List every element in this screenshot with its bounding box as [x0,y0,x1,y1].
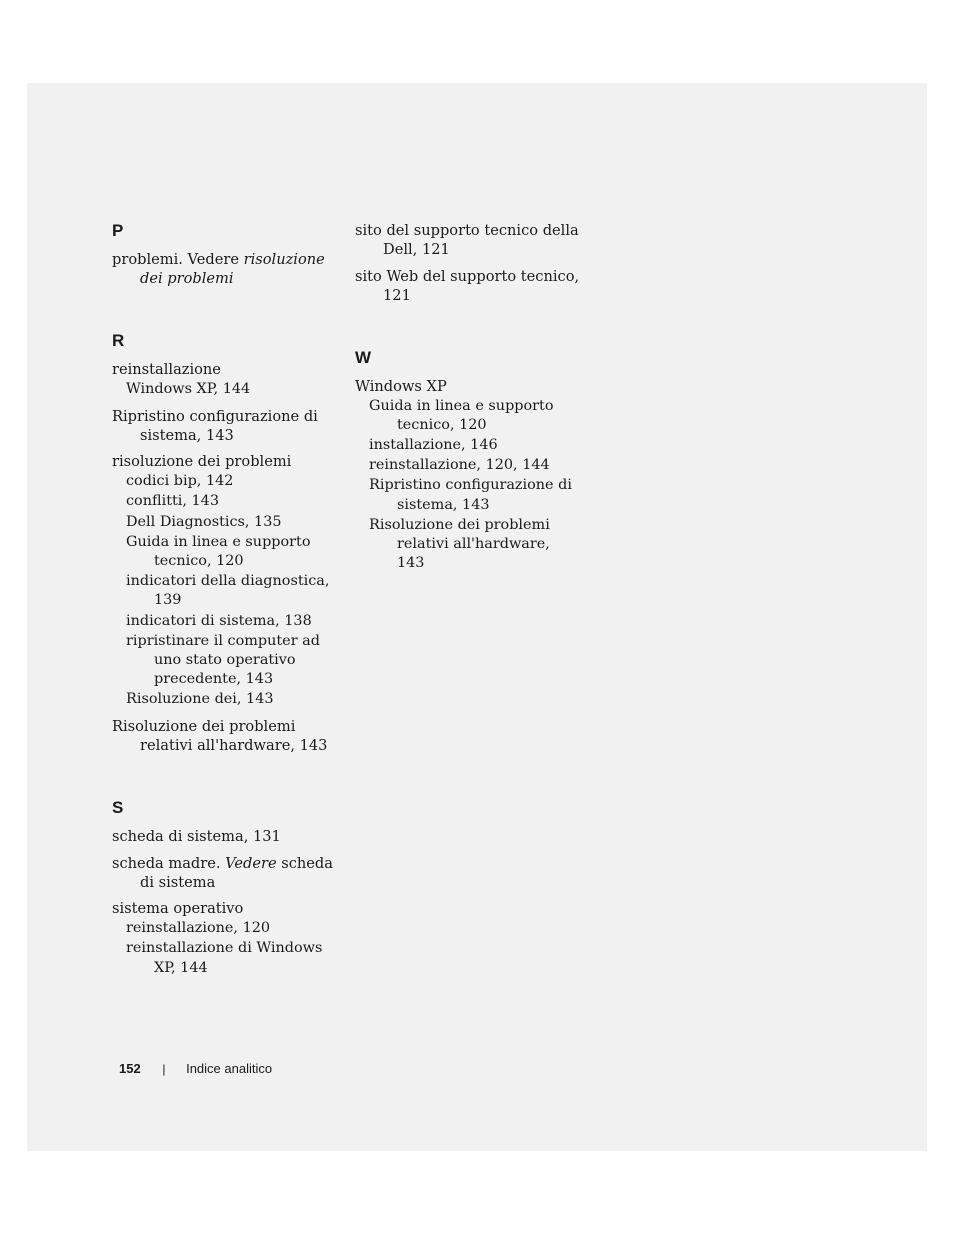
index-subentry: Dell Diagnostics, 135 [126,513,282,530]
index-entry: risoluzione dei problemi [112,453,292,471]
page-number: 152 [119,1061,141,1076]
index-subentry: Risoluzione dei problemi relativi all'hardware, 143 [369,516,550,572]
index-column-right [355,221,580,573]
index-subentry: conflitti, 143 [126,493,219,510]
index-subentry: Windows XP, 144 [126,381,251,397]
entry-text: scheda madre. [112,854,226,872]
index-subentry: indicatori della diagnostica, 139 [126,573,330,609]
index-entry [112,854,337,892]
page [27,83,927,1151]
index-subentry: reinstallazione, 120 [126,920,271,937]
entry-text: problemi. Vedere [112,251,244,268]
index-letter-s: S [112,798,124,818]
index-subentry: ripristinare il computer ad uno stato operativo precedente, 143 [126,632,320,688]
footer-separator: | [162,1062,166,1076]
index-subentry: Ripristino configurazione di sistema, 143 [369,477,572,513]
index-subentry: reinstallazione di Windows XP, 144 [126,940,323,976]
index-letter-p: P [112,221,124,240]
index-subentry: Guida in linea e supporto tecnico, 120 [369,397,554,433]
index-entry: scheda di sistema, 131 [112,828,281,846]
index-letter-r: R [112,331,125,350]
index-column-left [112,221,337,978]
cross-reference: risoluzione dei problemi [140,251,325,287]
index-subentry: indicatori di sistema, 138 [126,612,312,629]
section-title: Indice analitico [186,1061,273,1076]
index-subentry: Risoluzione dei, 143 [126,691,274,708]
index-letter-w: W [355,347,372,367]
index-entry [112,250,337,288]
index-entry: sistema operativo [112,900,244,918]
index-entry: sito Web del supporto tecnico, 121 [355,267,580,304]
entry-text: scheda di sistema [140,854,333,891]
cross-reference: Vedere [225,854,277,872]
index-subentry: Guida in linea e supporto tecnico, 120 [126,533,311,570]
page-footer [119,1061,272,1077]
index-entry: Ripristino configurazione di sistema, 143 [112,407,318,444]
index-entry: sito del supporto tecnico della Dell, 121 [355,222,579,258]
index-entry: reinstallazione [112,361,221,378]
index-subentry: codici bip, 142 [126,473,234,490]
index-entry: Windows XP [355,377,447,395]
index-entry: Risoluzione dei problemi relativi all'hardware, 143 [112,718,328,755]
index-subentry: reinstallazione, 120, 144 [369,457,550,474]
index-subentry: installazione, 146 [369,436,498,453]
